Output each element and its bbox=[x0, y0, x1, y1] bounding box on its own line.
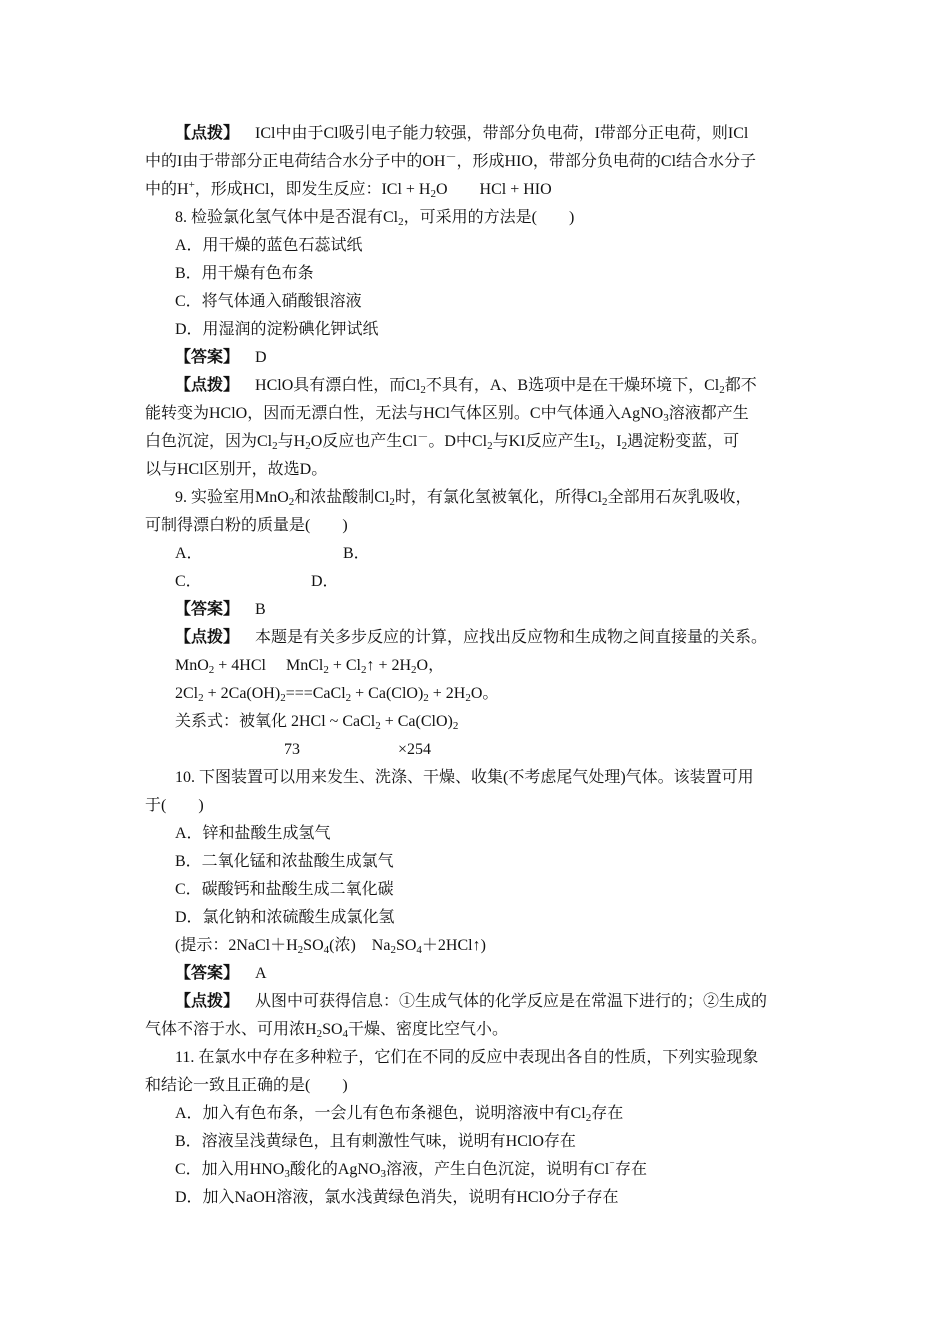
q11-stem-line-1: 11. 在氯水中存在多种粒子，它们在不同的反应中表现出各自的性质，下列实验现象 bbox=[175, 1049, 759, 1066]
tip-part: (提示：2NaCl＋H bbox=[175, 937, 298, 954]
q9-option-d: D． bbox=[311, 573, 339, 590]
subscript: 2 bbox=[719, 384, 725, 396]
q9-relation bbox=[175, 712, 458, 732]
q10-answer-value: A bbox=[255, 965, 267, 982]
subscript: 2 bbox=[411, 664, 417, 676]
q8-stem-b: ，可采用的方法是( ) bbox=[403, 209, 575, 226]
subscript: 2 bbox=[389, 496, 395, 508]
option-part: 存在 bbox=[614, 1161, 647, 1178]
q9-stem-line-1 bbox=[175, 488, 752, 508]
q8-hint-1c: 都不 bbox=[724, 377, 757, 394]
q8-option-b: B．用干燥有色布条 bbox=[175, 265, 314, 282]
subscript: 2 bbox=[305, 440, 311, 452]
hint-label: 【点拨】 bbox=[175, 629, 240, 646]
q10-hint-line-2 bbox=[145, 1020, 508, 1040]
hint-part: 气体不溶于水、可用浓H bbox=[145, 1021, 317, 1038]
q7-hint-line-2 bbox=[145, 152, 756, 172]
option-part: 酸化的AgNO bbox=[289, 1161, 381, 1178]
superscript: － bbox=[445, 151, 457, 163]
q8-answer-value: D bbox=[255, 349, 267, 366]
q8-hint-2a: 能转变为HClO，因而无漂白性，无法与HCl气体区别。C中气体通入AgNO bbox=[145, 405, 664, 422]
q8-hint-1b: 不具有，A、B选项中是在干燥环境下，Cl bbox=[425, 377, 720, 394]
q9-stem-a: 9. 实验室用MnO bbox=[175, 489, 289, 506]
subscript: 4 bbox=[416, 944, 422, 956]
q9-answer-value: B bbox=[255, 601, 266, 618]
option-part: 存在 bbox=[591, 1105, 624, 1122]
q10-hint-text-1: 从图中可获得信息：①生成气体的化学反应是在常温下进行的；②生成的 bbox=[255, 993, 768, 1010]
q11-option-a bbox=[175, 1104, 623, 1124]
q10-stem-line-1: 10. 下图装置可以用来发生、洗涤、干燥、收集(不考虑尾气处理)气体。该装置可用 bbox=[175, 769, 754, 786]
q8-hint-3d: 。D中Cl bbox=[428, 433, 488, 450]
subscript: 2 bbox=[345, 692, 352, 704]
q11-stem-line-2: 和结论一致且正确的是( ) bbox=[145, 1077, 348, 1094]
q8-option-d: D．用湿润的淀粉碘化钾试纸 bbox=[175, 321, 379, 338]
q8-stem-a: 8. 检验氯化氢气体中是否混有Cl bbox=[175, 209, 399, 226]
q8-hint-3c: O反应也产生Cl bbox=[310, 433, 418, 450]
subscript: 2 bbox=[360, 664, 367, 676]
eq-part: + 2H bbox=[428, 685, 466, 702]
subscript: 2 bbox=[208, 664, 215, 676]
answer-label: 【答案】 bbox=[175, 349, 240, 366]
relation-part: 关系式：被氧化 2HCl ~ CaCl bbox=[175, 713, 376, 730]
q9-hint-text: 本题是有关多步反应的计算，应找出反应物和生成物之间直接量的关系。 bbox=[255, 629, 768, 646]
q9-option-b: B． bbox=[343, 545, 370, 562]
q8-hint-3a: 白色沉淀，因为Cl bbox=[145, 433, 273, 450]
q8-option-a: A．用干燥的蓝色石蕊试纸 bbox=[175, 237, 363, 254]
superscript: － bbox=[417, 431, 429, 443]
subscript: 2 bbox=[398, 216, 404, 228]
option-part: C．加入用HNO bbox=[175, 1161, 285, 1178]
subscript: 3 bbox=[380, 1168, 387, 1180]
subscript: 2 bbox=[272, 440, 278, 452]
q8-hint-line-4: 以与HCl区别开，故选D。 bbox=[145, 461, 328, 478]
subscript: 3 bbox=[663, 412, 669, 424]
tip-part: (浓) Na bbox=[329, 937, 391, 954]
eq-part: + 4HCl MnCl bbox=[214, 657, 324, 674]
subscript: 2 bbox=[288, 496, 295, 508]
tip-part: ＋2HCl↑) bbox=[421, 937, 486, 954]
eq-part: + 2Ca(OH) bbox=[203, 685, 281, 702]
q9-stem-c: 时，有氯化氢被氧化，所得Cl bbox=[394, 489, 603, 506]
eq-part: O。 bbox=[470, 685, 499, 702]
q8-hint-line-1 bbox=[175, 376, 757, 396]
q7-hint-text-3c: O HCl + HIO bbox=[435, 181, 552, 198]
q8-hint-line-2 bbox=[145, 404, 749, 424]
q10-option-b: B．二氧化锰和浓盐酸生成氯气 bbox=[175, 853, 394, 870]
q8-hint-3f: ，I bbox=[600, 433, 622, 450]
subscript: 2 bbox=[390, 944, 396, 956]
subscript: 2 bbox=[430, 188, 436, 200]
q8-hint-2b: 溶液都产生 bbox=[668, 405, 749, 422]
hint-label: 【点拨】 bbox=[175, 125, 240, 142]
q8-stem bbox=[175, 208, 574, 228]
subscript: 2 bbox=[452, 720, 459, 732]
eq-part: MnO bbox=[175, 657, 209, 674]
subscript: 3 bbox=[284, 1168, 290, 1180]
q8-hint-3g: 遇淀粉变蓝，可 bbox=[627, 433, 740, 450]
q8-hint-3b: 与H bbox=[277, 433, 306, 450]
subscript: 2 bbox=[487, 440, 493, 452]
q8-answer bbox=[175, 348, 267, 368]
eq-part: + Cl bbox=[328, 657, 361, 674]
subscript: 2 bbox=[594, 440, 601, 452]
q9-option-a: A． bbox=[175, 545, 203, 562]
q7-hint-text-1: ICl中由于Cl吸引电子能力较强，带部分负电荷，I带部分正电荷，则ICl bbox=[255, 125, 749, 142]
option-part: 溶液，产生白色沉淀，说明有Cl bbox=[386, 1161, 610, 1178]
q11-option-c bbox=[175, 1160, 647, 1180]
q7-hint-text-3b: ，形成HCl，即发生反应：ICl + H bbox=[194, 181, 431, 198]
q9-value-254: ×254 bbox=[398, 741, 432, 758]
hint-part: 干燥、密度比空气小。 bbox=[348, 1021, 509, 1038]
subscript: 2 bbox=[585, 1112, 592, 1124]
q9-stem-b: 和浓盐酸制Cl bbox=[294, 489, 390, 506]
option-part: A．加入有色布条，一会儿有色布条褪色，说明溶液中有Cl bbox=[175, 1105, 586, 1122]
q10-option-c: C．碳酸钙和盐酸生成二氧化碳 bbox=[175, 881, 394, 898]
q11-option-b: B．溶液呈浅黄绿色，且有刺激性气味，说明有HClO存在 bbox=[175, 1133, 576, 1150]
q9-answer bbox=[175, 600, 266, 620]
q10-stem-line-2: 于( ) bbox=[145, 797, 204, 814]
q8-hint-1a: HClO具有漂白性，而Cl bbox=[255, 377, 421, 394]
q7-hint-text-2a: 中的I由于带部分正电荷结合水分子中的OH bbox=[145, 153, 446, 170]
eq-part: + Ca(ClO) bbox=[351, 685, 424, 702]
tip-part: SO bbox=[395, 937, 417, 954]
q7-hint-text-3a: 中的H bbox=[145, 181, 189, 198]
q10-tip bbox=[175, 936, 486, 956]
q9-hint bbox=[175, 628, 767, 648]
eq-part: ===CaCl bbox=[285, 685, 346, 702]
q7-hint-line-3 bbox=[145, 180, 552, 200]
subscript: 2 bbox=[423, 692, 429, 704]
q9-stem-d: 全部用石灰乳吸收， bbox=[607, 489, 752, 506]
q7-hint-line-1 bbox=[175, 124, 748, 144]
answer-label: 【答案】 bbox=[175, 601, 240, 618]
subscript: 2 bbox=[198, 692, 204, 704]
q10-option-d: D．氯化钠和浓硫酸生成氯化氢 bbox=[175, 909, 395, 926]
q8-option-c: C．将气体通入硝酸银溶液 bbox=[175, 293, 362, 310]
subscript: 2 bbox=[323, 664, 329, 676]
answer-label: 【答案】 bbox=[175, 965, 240, 982]
subscript: 2 bbox=[280, 692, 286, 704]
hint-label: 【点拨】 bbox=[175, 993, 240, 1010]
subscript: 2 bbox=[465, 692, 471, 704]
q10-option-a: A．锌和盐酸生成氢气 bbox=[175, 825, 331, 842]
q9-stem-line-2: 可制得漂白粉的质量是( ) bbox=[145, 517, 348, 534]
eq-part: 2Cl bbox=[175, 685, 199, 702]
subscript: 2 bbox=[420, 384, 426, 396]
subscript: 2 bbox=[621, 440, 628, 452]
q9-option-c: C． bbox=[175, 573, 202, 590]
q11-option-d: D．加入NaOH溶液，氯水浅黄绿色消失，说明有HClO分子存在 bbox=[175, 1189, 619, 1206]
hint-label: 【点拨】 bbox=[175, 377, 240, 394]
superscript: ⁻ bbox=[609, 1159, 615, 1171]
relation-part: + Ca(ClO) bbox=[380, 713, 453, 730]
subscript: 2 bbox=[375, 720, 381, 732]
subscript: 4 bbox=[323, 944, 330, 956]
q10-answer bbox=[175, 964, 267, 984]
q9-equation-1 bbox=[175, 656, 444, 676]
hint-part: SO bbox=[322, 1021, 343, 1038]
tip-part: SO bbox=[303, 937, 324, 954]
q8-hint-3e: 与KI反应产生I bbox=[492, 433, 595, 450]
q10-hint-line-1 bbox=[175, 992, 767, 1012]
subscript: 2 bbox=[297, 944, 304, 956]
subscript: 2 bbox=[602, 496, 608, 508]
q9-value-73: 73 bbox=[284, 741, 300, 758]
subscript: 4 bbox=[342, 1028, 349, 1040]
q9-equation-2 bbox=[175, 684, 498, 704]
superscript: + bbox=[188, 179, 195, 191]
eq-part: O， bbox=[416, 657, 445, 674]
q7-hint-text-2b: ，形成HIO，带部分负电荷的Cl结合水分子 bbox=[456, 153, 757, 170]
q8-hint-line-3 bbox=[145, 432, 739, 452]
subscript: 2 bbox=[316, 1028, 323, 1040]
eq-part: ↑ + 2H bbox=[366, 657, 412, 674]
